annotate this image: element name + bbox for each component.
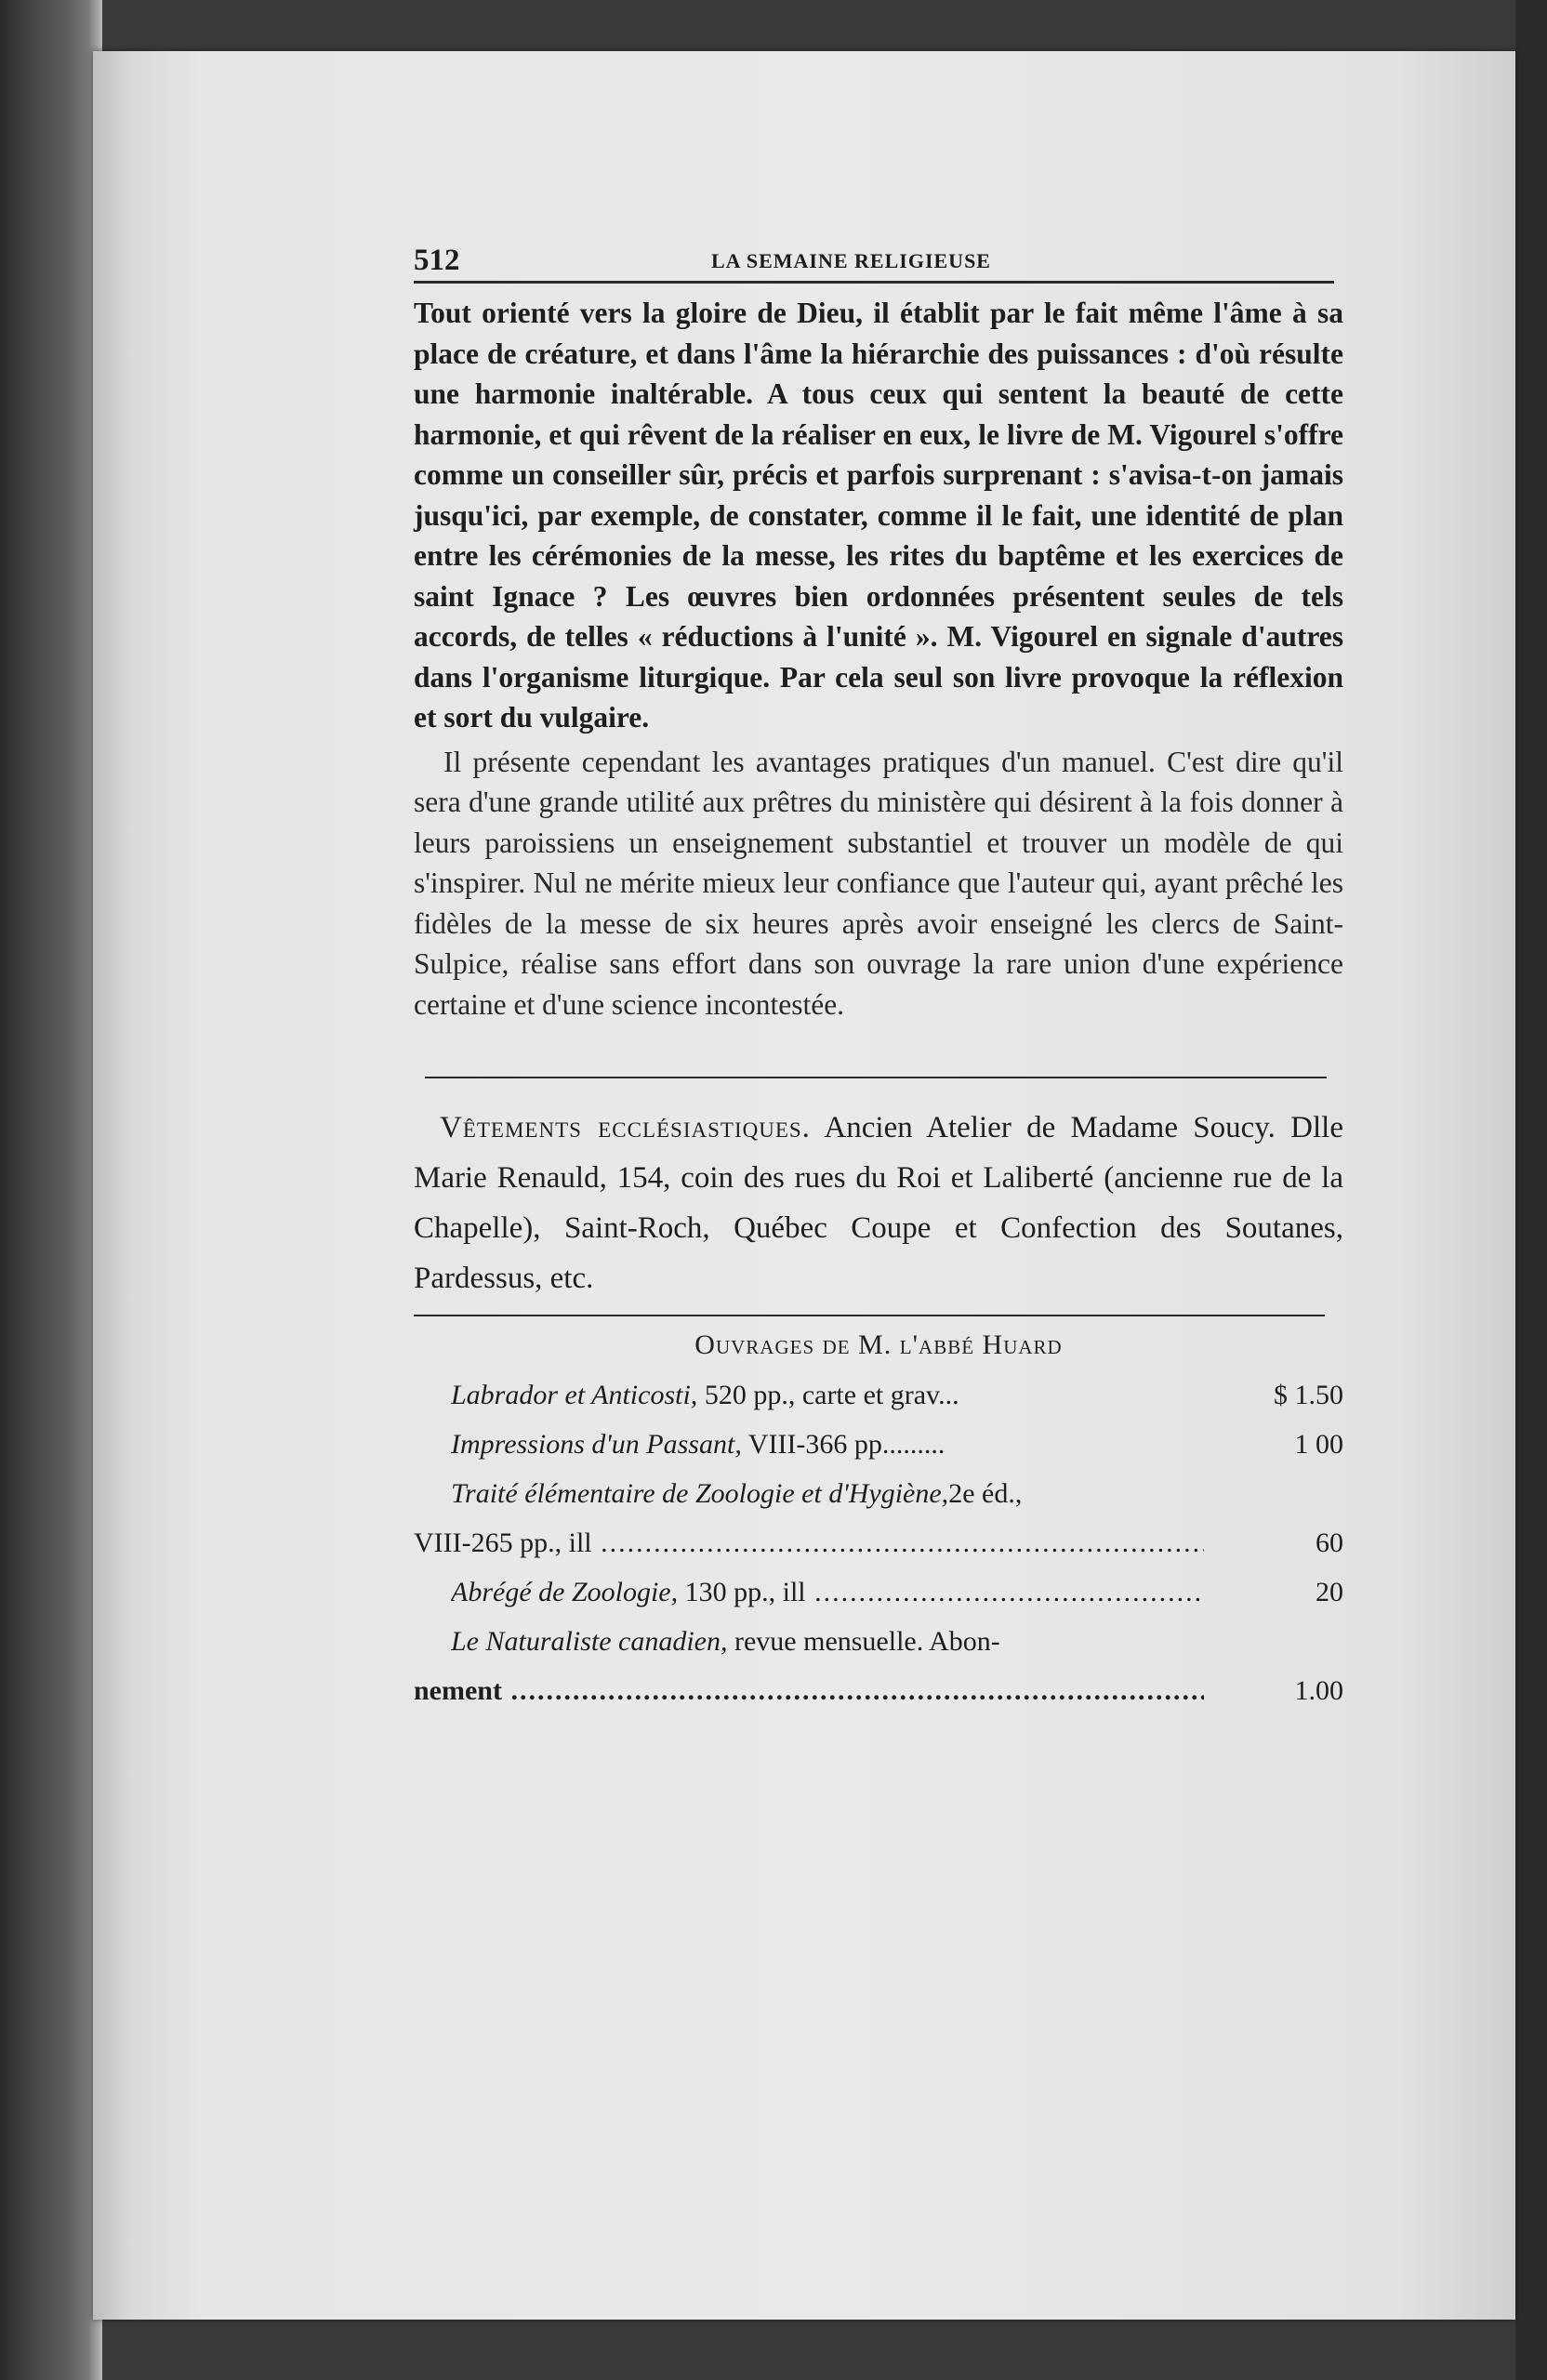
review-paragraph-2: Il présente cependant les avantages pratiques d'un manuel. C'est dire qu'il sera d'une grande utilité aux prêtres du ministère qui désirent à la fois donner à leurs paroissiens un enseignement substantiel et trouver un modèle de qui s'inspirer. Nul ne mérite mieux leur confiance que l'auteur qui, ayant prêché les fidèles de la messe de six heures après avoir enseigné les clercs de Saint-Sulpice, réalise sans effort dans son ouvrage la rare union d'une expérience certaine et d'une science incontestée.	[414, 745, 1343, 1021]
work-continuation: VIII-265 pp., ill	[414, 1527, 592, 1558]
work-details: 520 pp., carte et grav...	[704, 1380, 959, 1410]
list-item	[414, 1420, 1343, 1469]
list-item	[414, 1370, 1343, 1420]
work-title: Labrador et Anticosti,	[451, 1380, 698, 1410]
work-price: 60	[1316, 1527, 1343, 1558]
advertisement-heading: Vêtements ecclésiastiques.	[440, 1111, 811, 1144]
running-head	[414, 244, 1343, 281]
advertisement	[414, 1103, 1343, 1303]
scan-border-right	[1515, 0, 1547, 2380]
work-price: 20	[1316, 1577, 1343, 1607]
list-item-continuation	[414, 1666, 1343, 1715]
work-details: VIII-366 pp.........	[747, 1429, 945, 1460]
header-rule	[414, 281, 1334, 284]
work-title: Le Naturaliste canadien,	[451, 1626, 728, 1657]
work-details: 130 pp., ill	[684, 1577, 806, 1607]
works-title: Ouvrages de M. l'abbé Huard	[694, 1329, 1063, 1360]
running-title: LA SEMAINE RELIGIEUSE	[711, 249, 991, 272]
work-price: $ 1.50	[1274, 1380, 1343, 1410]
work-title: Traité élémentaire de Zoologie et d'Hygiène,	[451, 1478, 949, 1509]
work-details: revue mensuelle. Abon-	[734, 1626, 1000, 1657]
work-price: 1.00	[1294, 1675, 1343, 1706]
scan-border	[0, 0, 102, 2380]
work-title: Impressions d'un Passant,	[451, 1429, 742, 1460]
page-number: 512	[414, 244, 460, 277]
work-details: 2e éd.,	[948, 1478, 1023, 1509]
section-rule	[425, 1077, 1327, 1078]
list-item	[414, 1617, 1343, 1666]
page-content	[414, 244, 1343, 1715]
work-price: 1 00	[1294, 1429, 1343, 1460]
work-title: Abrégé de Zoologie,	[451, 1577, 679, 1607]
list-item	[414, 1469, 1343, 1518]
work-continuation: nement	[414, 1675, 502, 1706]
review-paragraph-1: Tout orienté vers la gloire de Dieu, il établit par le fait même l'âme à sa place de créature, et dans l'âme la hiérarchie des puissances : d'où résulte une harmonie inaltérable. A tous ceux qui sentent la beauté de cette harmonie, et qui rêvent de la réaliser en eux, le livre de M. Vigourel s'offre comme un conseiller sûr, précis et parfois surprenant : s'avisa-t-on jamais jusqu'ici, par exemple, de constater, comme il le fait, une identité de plan entre les cérémonies de la messe, les rites du baptême et les exercices de saint Ignace ? Les œuvres bien ordonnées présentent seules de tels accords, de telles « réductions à l'unité ». M. Vigourel en signale d'autres dans l'organisme liturgique. Par cela seul son livre provoque la réflexion et sort du vulgaire.	[414, 297, 1343, 734]
advertisement-body: Ancien Atelier de Madame Soucy. Dlle Marie Renauld, 154, coin des rues du Roi et Laliberté (ancienne rue de la Chapelle), Saint-Roch, Québec Coupe et Confection des Soutanes, Pardessus, etc.	[414, 1111, 1343, 1295]
works-list	[414, 1370, 1343, 1715]
list-item-continuation	[414, 1518, 1343, 1567]
list-item	[414, 1567, 1343, 1617]
ad-rule	[414, 1315, 1325, 1316]
